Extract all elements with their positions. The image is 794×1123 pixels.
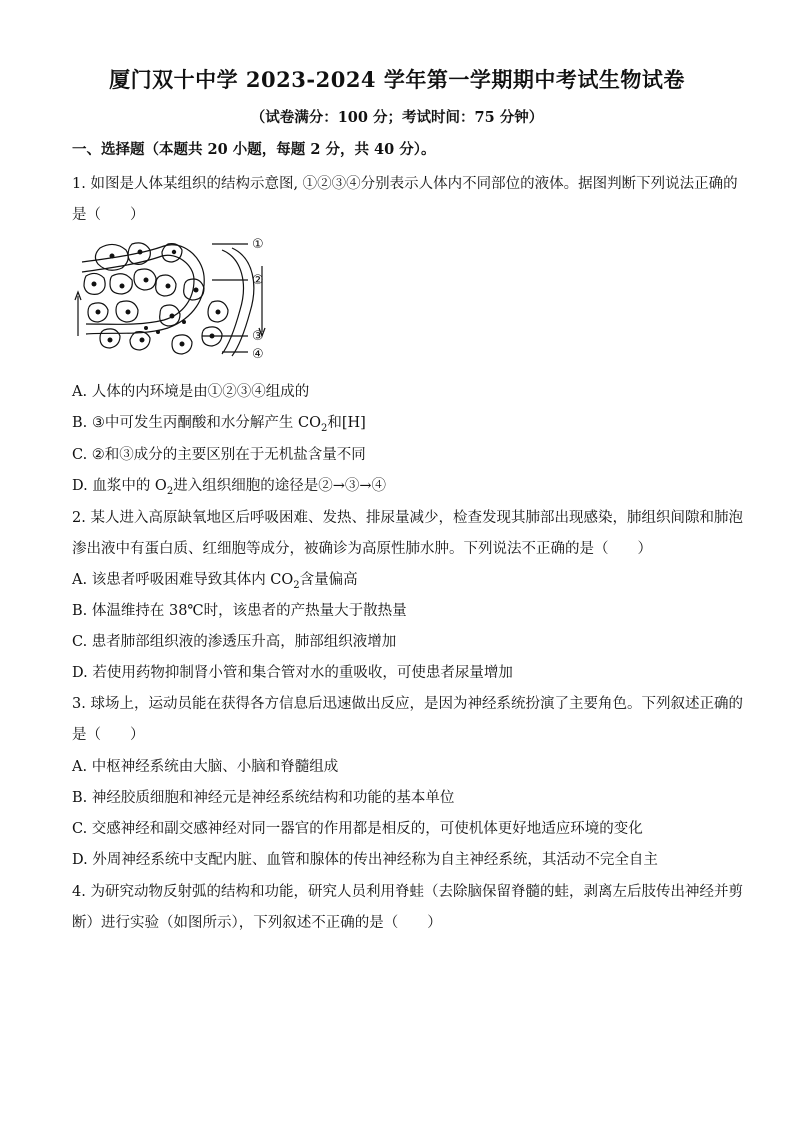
page-title: 厦门双十中学 2023-2024 学年第一学期期中考试生物试卷 [109, 67, 685, 92]
question-3-option-d: D. 外周神经系统中支配内脏、血管和腺体的传出神经称为自主神经系统，其活动不完全自主 [72, 852, 658, 868]
question-2-option-c: C. 患者肺部组织液的渗透压升高，肺部组织液增加 [72, 634, 397, 650]
label-3: ③ [252, 329, 264, 344]
question-2-stem-cont: 渗出液中有蛋白质、红细胞等成分，被确诊为高原性肺水肿。下列说法不正确的是（ ） [72, 541, 652, 557]
question-4-stem-cont: 断）进行实验（如图所示），下列叙述不正确的是（ ） [72, 915, 442, 931]
question-1-option-d: D. 血浆中的 $O_2$进入组织细胞的途径是②→③→④ [72, 478, 387, 497]
question-1-stem: 1. 如图是人体某组织的结构示意图, ①②③④分别表示人体内不同部位的液体。据图判断下列说法正确的 [72, 176, 738, 192]
question-2-stem: 2. 某人进入高原缺氧地区后呼吸困难、发热、排尿量减少，检查发现其肺部出现感染，肺组织间隙和肺泡 [72, 510, 743, 526]
question-3-option-a: A. 中枢神经系统由大脑、小脑和脊髓组成 [72, 759, 339, 775]
question-3-stem: 3. 球场上，运动员能在获得各方信息后迅速做出反应，是因为神经系统扮演了主要角色。下列叙述正确的 [72, 696, 743, 712]
question-3-option-b: B. 神经胶质细胞和神经元是神经系统结构和功能的基本单位 [72, 790, 455, 806]
question-2-option-a: A. 该患者呼吸困难导致其体内 $CO_2$含量偏高 [72, 572, 358, 591]
question-1-stem-cont: 是（ ） [72, 207, 145, 223]
section-heading: 一、选择题（本题共 20 小题，每题 2 分，共 40 分）。 [72, 141, 436, 158]
question-1-option-c: C. ②和③成分的主要区别在于无机盐含量不同 [72, 447, 366, 463]
question-4-stem: 4. 为研究动物反射弧的结构和功能，研究人员利用脊蛙（去除脑保留脊髓的蛙，剥离左后肢传出神经并剪 [72, 884, 743, 900]
question-3-stem-cont: 是（ ） [72, 727, 145, 743]
question-2-option-d: D. 若使用药物抑制肾小管和集合管对水的重吸收，可使患者尿量增加 [72, 665, 513, 681]
label-2: ② [252, 273, 264, 288]
question-1-option-a: A. 人体的内环境是由①②③④组成的 [72, 384, 310, 400]
question-2-option-b: B. 体温维持在 38℃时，该患者的产热量大于散热量 [72, 603, 407, 619]
question-3-option-c: C. 交感神经和副交感神经对同一器官的作用都是相反的，可使机体更好地适应环境的变化 [72, 821, 643, 837]
question-1-option-b: B. ③中可发生丙酮酸和水分解产生 $CO_2$和[H] [72, 415, 366, 434]
exam-info: （试卷满分：100 分；考试时间：75 分钟） [250, 109, 544, 126]
tissue-structure-diagram [72, 236, 272, 366]
label-4: ④ [252, 347, 264, 362]
label-1: ① [252, 237, 264, 252]
